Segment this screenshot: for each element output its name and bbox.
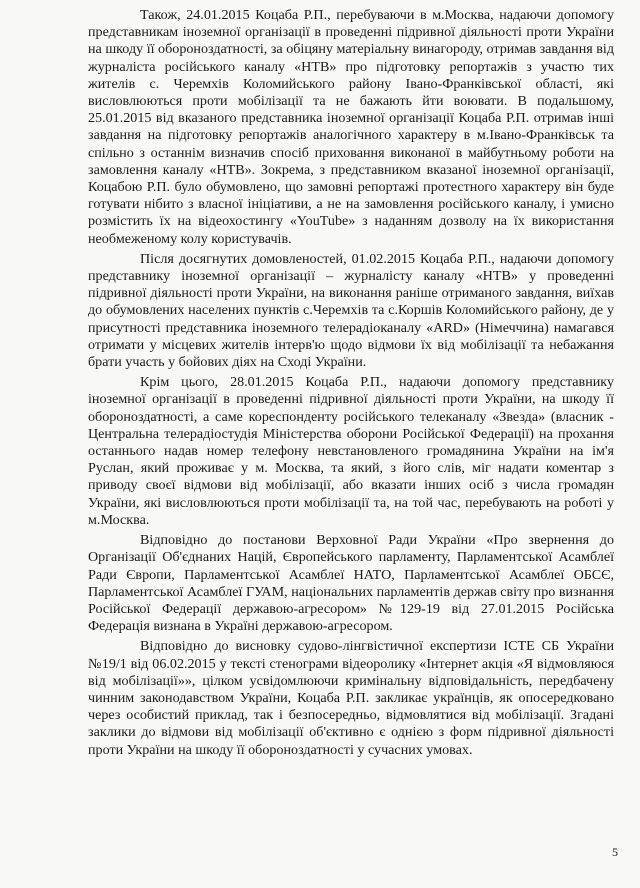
paragraph-4: Відповідно до постанови Верховної Ради України «Про звернення до Організації Об'єднаних Націй, Європейського парламенту, Парламентської Асамблеї Ради Європи, Парламентської Асамблеї НАТО, Парламентської Асамблеї ОБСЄ, Парламентської Асамблеї ГУАМ, національних парламентів держав світу про визнання Російської Федерації державою-агресором» №129-19 від 27.01.2015 Російська Федерація визнана в Україні державою-агресором.	[88, 532, 614, 635]
paragraph-3: Крім цього, 28.01.2015 Коцаба Р.П., надаючи допомогу представнику іноземної організації в проведенні підривної діяльності проти України, на шкоду її обороноздатності, а саме кореспонденту російського телеканалу «Звезда» (власник - Центральна телерадіостудія Міністерства оборони Російської Федерації) на прохання останнього надав номер телефону невстановленого громадянина України на ім'я Руслан, який проживає у м. Москва, та який, з його слів, міг надати коментар з приводу своєї відмови від мобілізації, або вказати інших осіб з числа громадян України, які висловлюються проти мобілізації та, на той час, перебувають на роботі у м.Москва.	[88, 374, 614, 528]
paragraph-1: Також, 24.01.2015 Коцаба Р.П., перебуваючи в м.Москва, надаючи допомогу представникам іноземної організації в проведенні підривної діяльності проти України на шкоду її обороноздатності, за обіцяну матеріальну винагороду, отримав завдання від журналіста російського каналу «НТВ» про підготовку репортажів з участю тих жителів с. Черемхів Коломийського району Івано-Франківської області, які висловлюються проти мобілізації та не бажають йти воювати. В подальшому, 25.01.2015 від вказаного представника іноземної організації Коцаба Р.П. отримав інші завдання на підготовку репортажів аналогічного характеру в м.Івано-Франківськ та спільно з останнім визначив спосіб приховання виконаної в майбутньому роботи на замовлення каналу «НТВ». Зокрема, з представником вказаної іноземної організації, Коцабою Р.П. було обумовлено, що замовні репортажі протестного характеру він буде готувати нібито з власної ініціативи, а не на замовлення російського каналу, і умисно розмістить їх на відеохостингу «YouTube» з наданням дозволу на їх використання необмеженому колу користувачів.	[88, 7, 614, 247]
paragraph-5: Відповідно до висновку судово-лінгвістичної експертизи ІСТЕ СБ України №19/1 від 06.02.2015 у тексті стенограми відеоролику «Інтернет акція «Я відмовляюся від мобілізації»», цілком усвідомлюючи кримінальну відповідальність, передбачену чинним законодавством України, Коцаба Р.П. закликає українців, як опосередковано через особистий приклад, так і безпосередньо, відмовлятися від мобілізації. Згадані заклики до відмови від мобілізації об'єктивно є однією з форм підривної діяльності проти України на шкоду її обороноздатності у сучасних умовах.	[88, 638, 614, 758]
page-number: 5	[612, 845, 618, 859]
document-body	[88, 7, 614, 759]
paragraph-2: Після досягнутих домовленостей, 01.02.2015 Коцаба Р.П., надаючи допомогу представнику іноземної організації – журналісту каналу «НТВ» у проведенні підривної діяльності проти України, на виконання раніше отриманого завдання, виїхав до обумовлених населених пунктів с.Черемхів та с.Коршів Коломийського району, де у присутності представника іноземного телерадіоканалу «ARD» (Німеччина) намагався отримати у місцевих жителів інтерв'ю щодо відмови їх від мобілізації та небажання брати участь у бойових діях на Сході України.	[88, 250, 614, 371]
